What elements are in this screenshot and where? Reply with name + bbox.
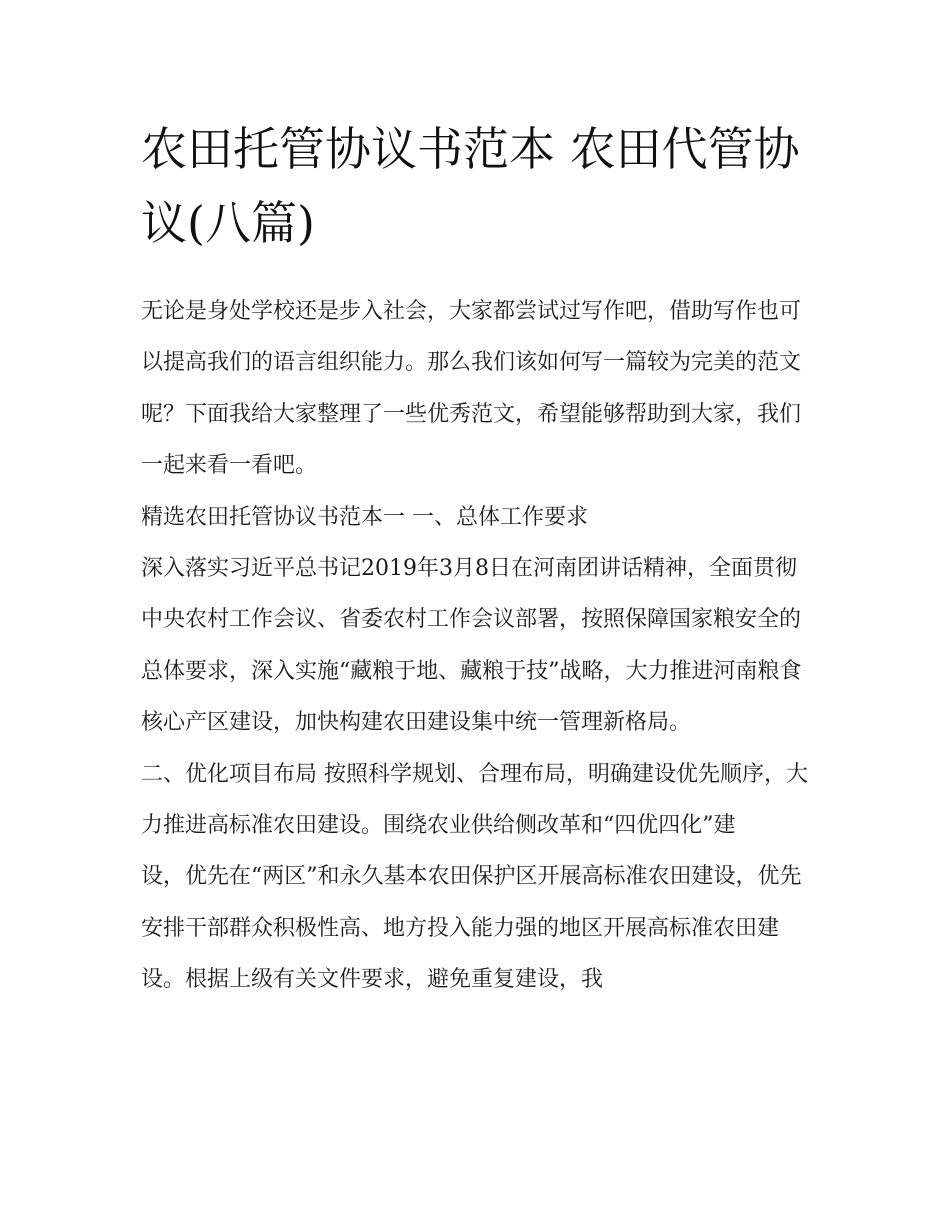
paragraph-section-heading: 精选农田托管协议书范本一 一、总体工作要求: [141, 504, 588, 530]
paragraph-project-layout: 二、优化项目布局 按照科学规划、合理布局，明确建设优先顺序，大力推进高标准农田建设。围绕农业供给侧改革和“四优四化”建: [141, 761, 808, 839]
document-title: 农田托管协议书范本 农田代管协议(八篇): [141, 122, 800, 250]
paragraph-intro: 无论是身处学校还是步入社会，大家都尝试过写作吧，借助写作也可以提高我们的语言组织能力。那么我们该如何写一篇较为完美的范文呢？下面我给大家整理了一些优秀范文，希望能够帮助到大家，我们一起来看一看吧。: [141, 299, 802, 479]
paragraph-priority-areas: 设，优先在“两区”和永久基本农田保护区开展高标准农田建设，优先安排干部群众积极性高、地方投入能力强的地区开展高标准农田建设。根据上级有关文件要求，避免重复建设，我: [141, 864, 802, 993]
paragraph-general-requirements: 深入落实习近平总书记2019年3月8日在河南团讲话精神，全面贯彻中央农村工作会议、省委农村工作会议部署，按照保障国家粮安全的总体要求，深入实施“藏粮于地、藏粮于技”战略，大力推进河南粮食核心产区建设，加快构建农田建设集中统一管理新格局。: [141, 556, 802, 736]
document-content: [141, 112, 813, 1006]
document-body: [141, 286, 813, 1006]
